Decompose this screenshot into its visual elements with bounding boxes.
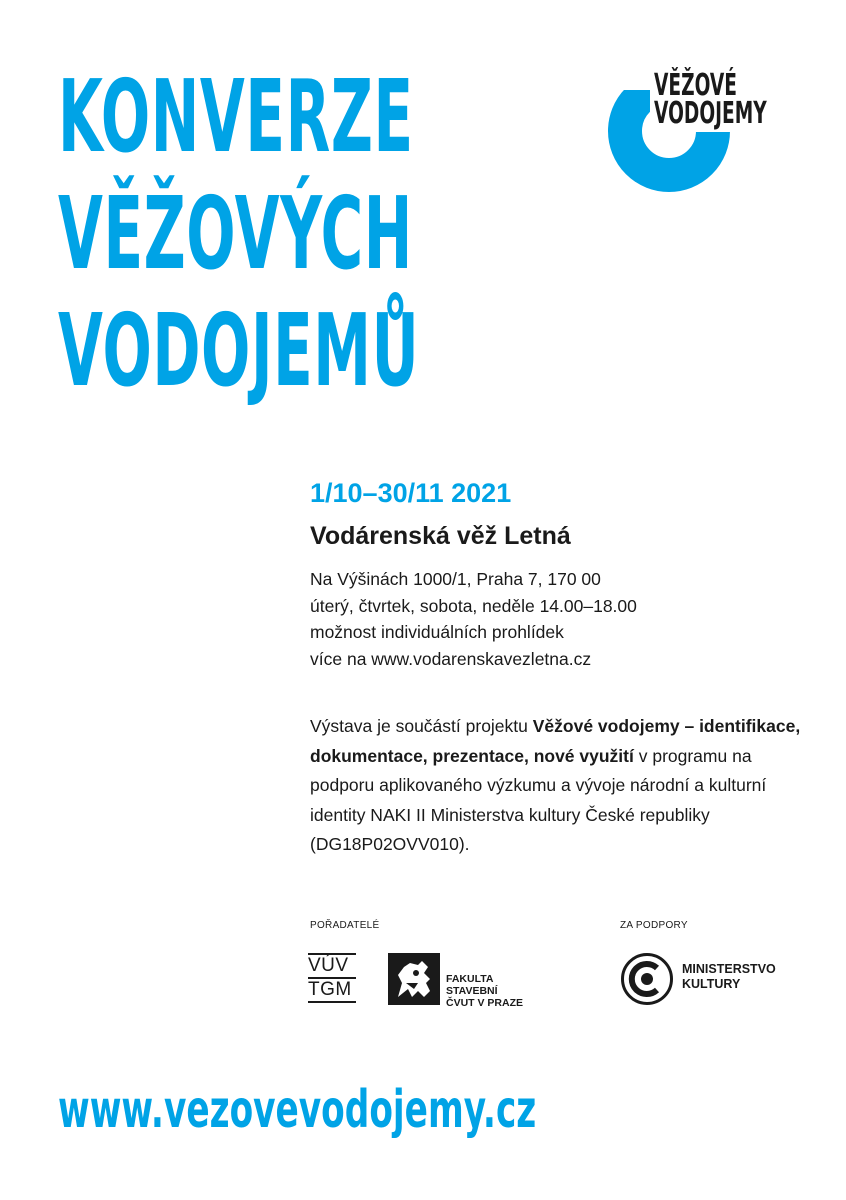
support-label: ZA PODPORY bbox=[620, 920, 688, 931]
event-details bbox=[310, 566, 810, 672]
title-line-3: VODOJEMŮ bbox=[58, 292, 420, 409]
tgm-text: TGM bbox=[308, 979, 352, 1000]
organizers-label: POŘADATELÉ bbox=[310, 920, 380, 931]
logo-text bbox=[654, 68, 767, 131]
lion-emblem-icon bbox=[388, 953, 440, 1005]
event-dates: 1/10–30/11 2021 bbox=[310, 478, 512, 508]
project-description bbox=[310, 712, 810, 860]
event-venue: Vodárenská věž Letná bbox=[310, 522, 571, 550]
logo-line-2: VODOJEMY bbox=[654, 96, 767, 131]
title-line-1: KONVERZE bbox=[58, 58, 414, 175]
event-tours: možnost individuálních prohlídek bbox=[310, 622, 564, 642]
fsv-cvut-text: FAKULTA STAVEBNÍ ČVUT V PRAZE bbox=[446, 973, 524, 1009]
description-project-name: Věžové vodojemy – identifikace, dokumentace, prezentace, nové využití bbox=[310, 716, 801, 766]
vuv-tgm-logo bbox=[308, 953, 356, 1003]
event-more-link[interactable]: více na www.vodarenskavezletna.cz bbox=[310, 648, 592, 669]
vezove-vodojemy-logo bbox=[608, 70, 798, 192]
vuv-text: VÚV bbox=[308, 955, 349, 976]
title-line-2: VĚŽOVÝCH bbox=[58, 175, 413, 292]
description-intro: Výstava je součástí projektu bbox=[310, 716, 533, 736]
event-hours: úterý, čtvrtek, sobota, neděle 14.00–18.00 bbox=[310, 595, 637, 616]
poster-title bbox=[58, 58, 419, 409]
description-rest: v programu na podporu aplikovaného výzkumu a vývoje národní a kulturní identity NAKI II Ministerstva kultury České republiky (DG18P02OVV010). bbox=[310, 745, 767, 854]
website-url[interactable]: www.vezovevodojemy.cz bbox=[58, 1080, 537, 1140]
ministry-text: MINISTERSTVO KULTURY bbox=[682, 962, 776, 991]
ministry-c-logo-icon bbox=[620, 952, 674, 1006]
event-address: Na Výšinách 1000/1, Praha 7, 170 00 bbox=[310, 569, 601, 589]
logo-line-1: VĚŽOVÉ bbox=[654, 68, 738, 103]
event-info bbox=[310, 476, 810, 672]
